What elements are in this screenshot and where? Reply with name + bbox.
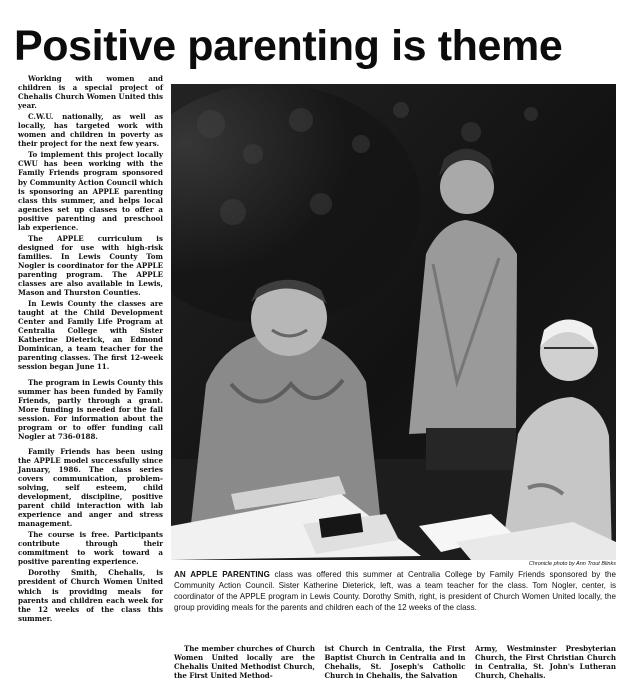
article-paragraph: Family Friends has been using the APPLE model successfully since January, 1986. The class series covers communication, problem-solving, self esteem, child development, discipline, positive parent child interaction with lab experience and anger and stress management. xyxy=(18,446,163,529)
news-photo xyxy=(171,84,616,560)
article-left-column xyxy=(18,74,163,625)
photo-caption xyxy=(174,569,616,613)
bottom-column-text: The member churches of Church Women United locally are the Chehalis United Methodist Church, the First United Method- xyxy=(174,644,315,681)
headline: Positive parenting is theme xyxy=(14,22,563,70)
article-paragraph: The course is free. Participants contribute through their commitment to work toward a positive parenting experience. xyxy=(18,530,163,567)
article-paragraph: To implement this project locally CWU has been working with the Family Friends program sponsored by Community Action Council which is sponsoring an APPLE parenting class this summer, and helps local agencies set up classes to offer a positive parenting and preschool lab experience. xyxy=(18,150,163,232)
caption-lead: AN APPLE PARENTING xyxy=(174,570,270,579)
photo-credit: Chronicle photo by Ann Trout Blinks xyxy=(528,561,616,567)
bottom-column-text: ist Church in Centralia, the First Baptist Church in Centralia and in Chehalis, St. Joseph's Catholic Church in Chehalis, the Salvation xyxy=(324,644,466,681)
article-paragraph: The APPLE curriculum is designed for use with high-risk families. In Lewis County Tom Nogler is coordinator for the APPLE parenting program. The APPLE classes are also available in Lewis, Mason and Thurston Counties. xyxy=(18,233,163,298)
article-paragraph: Dorothy Smith, Chehalis, is president of Church Women United which is providing meals for parents and children each week for the 12 weeks of the class this summer. xyxy=(18,568,163,623)
news-photo-illustration xyxy=(171,84,616,560)
bottom-column-text: Army, Westminster Presbyterian Church, the First Christian Church in Centralia, St. John's Lutheran Church, Chehalis. xyxy=(475,644,616,681)
article-paragraph: The program in Lewis County this summer has been funded by Family Friends, partly through a grant. More funding is needed for the fall session. For information about the program or to offer funding call Nogler at 736-0188. xyxy=(18,377,163,441)
bottom-columns xyxy=(174,644,616,680)
article-paragraph: Working with women and children is a special project of Chehalis Church Women United this year. xyxy=(18,74,163,111)
caption-body: class was offered this summer at Centralia College by Family Friends sponsored by the Community Action Council. Sister Katherine Dieterick, left, was a team teacher for the class. Tom Nogler, center, is coordinator of the APPLE program in Lewis County. Dorothy Smith, right, is president of Church Women United locally, the group providing meals for the parents and children each of the 12 weeks of the class. xyxy=(174,570,617,612)
article-paragraph: C.W.U. nationally, as well as locally, has targeted work with women and children in poverty as their project for the next few years. xyxy=(18,112,163,149)
article-paragraph: In Lewis County the classes are taught at the Child Development Center and Family Life Program at Centralia College with Sister Katherine Dieterick, an Edmond Dominican, a team teacher for the parenting classes. The first 12-week session began June 11. xyxy=(18,299,163,372)
